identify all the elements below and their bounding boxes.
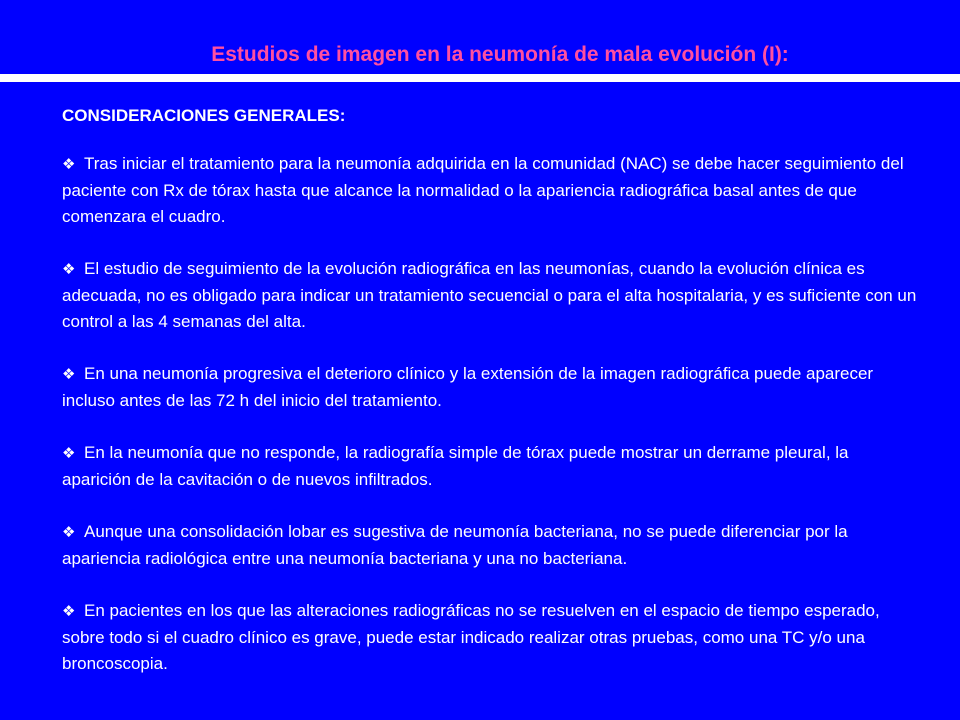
bullet-text: En una neumonía progresiva el deterioro clínico y la extensión de la imagen radiográfica puede aparecer incluso antes de las 72 h del inicio del tratamiento. [62, 364, 874, 410]
diamond-bullet-icon: ❖ [62, 261, 76, 278]
bullet-item [62, 256, 922, 335]
diamond-bullet-icon: ❖ [62, 366, 76, 383]
bullet-item [62, 440, 922, 493]
bullet-text: El estudio de seguimiento de la evolución radiográfica en las neumonías, cuando la evolución clínica es adecuada, no es obligado para indicar un tratamiento secuencial o para el alta hospitalaria, y es suficiente con un control a las 4 semanas del alta. [62, 259, 917, 331]
bullet-text: En la neumonía que no responde, la radiografía simple de tórax puede mostrar un derrame pleural, la aparición de la cavitación o de nuevos infiltrados. [62, 443, 849, 489]
bullet-item [62, 519, 922, 572]
bullet-list [62, 151, 922, 703]
diamond-bullet-icon: ❖ [62, 445, 76, 462]
title-divider [0, 74, 960, 82]
slide-title: Estudios de imagen en la neumonía de mala evolución (I): [211, 43, 789, 66]
section-heading: CONSIDERACIONES GENERALES: [62, 106, 346, 125]
bullet-item [62, 361, 922, 414]
bullet-item [62, 598, 922, 677]
diamond-bullet-icon: ❖ [62, 156, 76, 173]
diamond-bullet-icon: ❖ [62, 603, 76, 620]
diamond-bullet-icon: ❖ [62, 524, 76, 541]
bullet-text: Aunque una consolidación lobar es sugestiva de neumonía bacteriana, no se puede diferenciar por la apariencia radiológica entre una neumonía bacteriana y una no bacteriana. [62, 522, 848, 568]
bullet-item [62, 151, 922, 230]
bullet-text: En pacientes en los que las alteraciones radiográficas no se resuelven en el espacio de tiempo esperado, sobre todo si el cuadro clínico es grave, puede estar indicado realizar otras pruebas, como una TC y/o una broncoscopia. [62, 601, 880, 673]
bullet-text: Tras iniciar el tratamiento para la neumonía adquirida en la comunidad (NAC) se debe hacer seguimiento del paciente con Rx de tórax hasta que alcance la normalidad o la apariencia radiográfica basal antes de que comenzara el cuadro. [62, 154, 904, 226]
